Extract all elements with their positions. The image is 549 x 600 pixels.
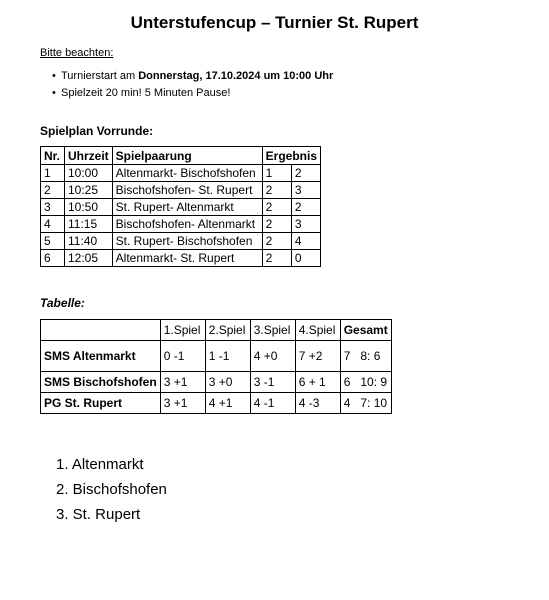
schedule-nr: 4 xyxy=(41,216,65,233)
page-title: Unterstufencup – Turnier St. Rupert xyxy=(130,13,419,32)
standings-game2: 4 +1 xyxy=(205,393,250,414)
schedule-score-away: 3 xyxy=(291,216,320,233)
standings-game1: 3 +1 xyxy=(160,372,205,393)
standings-header-game2: 2.Spiel xyxy=(205,320,250,341)
schedule-score-away: 2 xyxy=(291,165,320,182)
schedule-header-time: Uhrzeit xyxy=(65,147,113,165)
schedule-nr: 5 xyxy=(41,233,65,250)
standings-game2: 3 +0 xyxy=(205,372,250,393)
table-row xyxy=(41,250,321,267)
table-row xyxy=(41,165,321,182)
table-row xyxy=(41,393,392,414)
table-row xyxy=(41,182,321,199)
table-row xyxy=(41,233,321,250)
standings-header-game1: 1.Spiel xyxy=(160,320,205,341)
table-row xyxy=(41,199,321,216)
standings-total: 4 7: 10 xyxy=(340,393,391,414)
schedule-time: 10:25 xyxy=(65,182,113,199)
schedule-score-home: 1 xyxy=(262,165,291,182)
schedule-score-home: 2 xyxy=(262,182,291,199)
notice-list xyxy=(52,68,333,102)
standings-game4: 7 +2 xyxy=(295,341,340,372)
schedule-header-row xyxy=(41,147,321,165)
table-row xyxy=(41,372,392,393)
standings-header-team xyxy=(41,320,161,341)
schedule-time: 12:05 xyxy=(65,250,113,267)
schedule-header-pairing: Spielpaarung xyxy=(112,147,262,165)
standings-game2: 1 -1 xyxy=(205,341,250,372)
ranking-item: 3. St. Rupert xyxy=(56,506,141,523)
notice-item-prefix: Turnierstart am xyxy=(61,70,139,82)
notice-item xyxy=(52,85,333,102)
schedule-score-home: 2 xyxy=(262,216,291,233)
standings-game3: 4 -1 xyxy=(250,393,295,414)
schedule-time: 11:15 xyxy=(65,216,113,233)
standings-team: SMS Bischofshofen xyxy=(41,372,161,393)
schedule-score-away: 4 xyxy=(291,233,320,250)
schedule-header-result: Ergebnis xyxy=(262,147,320,165)
notice-label: Bitte beachten: xyxy=(40,47,114,59)
schedule-pairing: Bischofshofen- St. Rupert xyxy=(112,182,262,199)
standings-team: PG St. Rupert xyxy=(41,393,161,414)
schedule-pairing: Bischofshofen- Altenmarkt xyxy=(112,216,262,233)
table-row xyxy=(41,216,321,233)
table-row xyxy=(41,341,392,372)
schedule-heading: Spielplan Vorrunde: xyxy=(40,124,154,138)
standings-game4: 6 + 1 xyxy=(295,372,340,393)
ranking-item: 1. Altenmarkt xyxy=(56,456,144,473)
schedule-pairing: Altenmarkt- St. Rupert xyxy=(112,250,262,267)
schedule-score-home: 2 xyxy=(262,233,291,250)
schedule-time: 10:00 xyxy=(65,165,113,182)
standings-header-row xyxy=(41,320,392,341)
ranking-list xyxy=(56,452,167,527)
schedule-score-home: 2 xyxy=(262,250,291,267)
standings-team: SMS Altenmarkt xyxy=(41,341,161,372)
notice-item xyxy=(52,68,333,85)
schedule-nr: 6 xyxy=(41,250,65,267)
schedule-score-away: 2 xyxy=(291,199,320,216)
standings-game1: 0 -1 xyxy=(160,341,205,372)
schedule-pairing: Altenmarkt- Bischofshofen xyxy=(112,165,262,182)
schedule-header-nr: Nr. xyxy=(41,147,65,165)
schedule-score-home: 2 xyxy=(262,199,291,216)
schedule-time: 11:40 xyxy=(65,233,113,250)
schedule-nr: 2 xyxy=(41,182,65,199)
standings-game3: 4 +0 xyxy=(250,341,295,372)
schedule-pairing: St. Rupert- Altenmarkt xyxy=(112,199,262,216)
standings-total: 7 8: 6 xyxy=(340,341,391,372)
standings-game4: 4 -3 xyxy=(295,393,340,414)
schedule-nr: 3 xyxy=(41,199,65,216)
standings-header-game4: 4.Spiel xyxy=(295,320,340,341)
standings-game3: 3 -1 xyxy=(250,372,295,393)
bullet-icon: • xyxy=(52,87,56,99)
notice-item-bold: Donnerstag, 17.10.2024 um 10:00 Uhr xyxy=(138,70,334,82)
schedule-time: 10:50 xyxy=(65,199,113,216)
schedule-nr: 1 xyxy=(41,165,65,182)
schedule-table xyxy=(40,146,321,267)
standings-game1: 3 +1 xyxy=(160,393,205,414)
schedule-pairing: St. Rupert- Bischofshofen xyxy=(112,233,262,250)
standings-header-game3: 3.Spiel xyxy=(250,320,295,341)
bullet-icon: • xyxy=(52,70,56,82)
standings-heading: Tabelle: xyxy=(40,296,85,310)
standings-header-total: Gesamt xyxy=(340,320,391,341)
ranking-item: 2. Bischofshofen xyxy=(56,481,167,498)
standings-table xyxy=(40,319,392,414)
schedule-score-away: 3 xyxy=(291,182,320,199)
notice-item-text: Spielzeit 20 min! 5 Minuten Pause! xyxy=(61,87,231,99)
schedule-score-away: 0 xyxy=(291,250,320,267)
standings-total: 6 10: 9 xyxy=(340,372,391,393)
